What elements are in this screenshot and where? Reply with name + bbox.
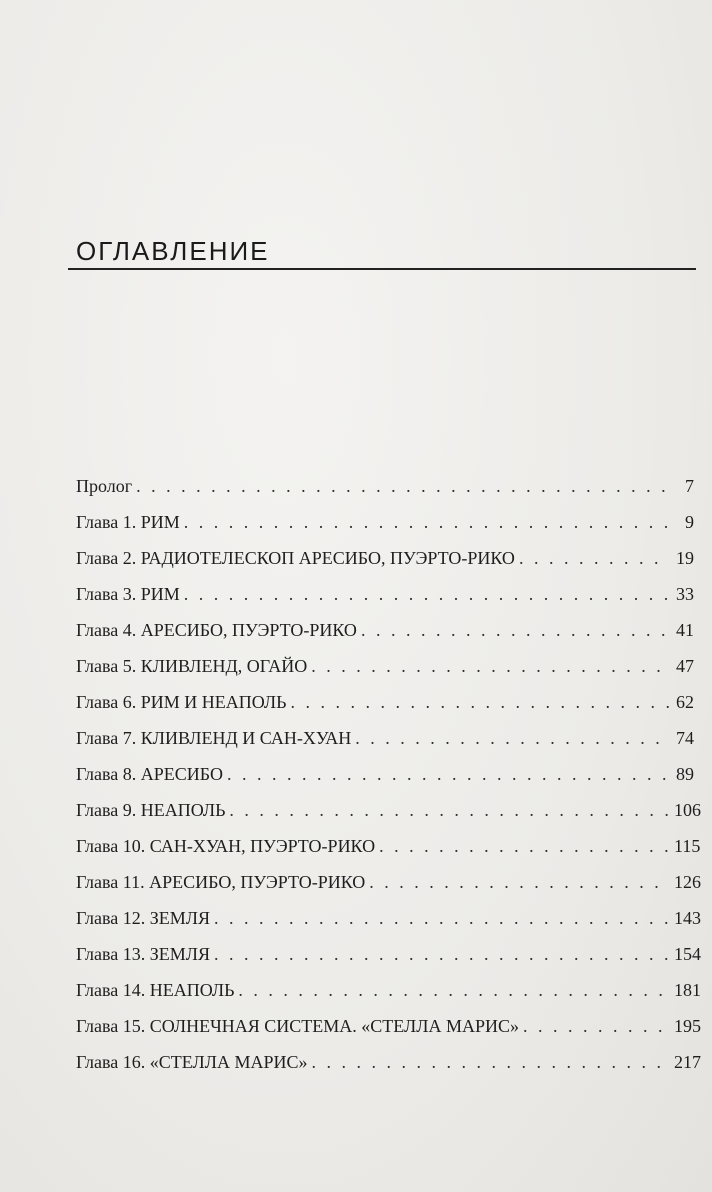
toc-entry-label: Глава 13. ЗЕМЛЯ bbox=[76, 944, 211, 964]
toc-entry-page: 74 bbox=[676, 728, 694, 748]
toc-entry-label: Глава 12. ЗЕМЛЯ bbox=[76, 908, 211, 928]
toc-entry-chapter-14 bbox=[76, 980, 701, 1016]
toc-entry-page: 41 bbox=[676, 620, 694, 640]
toc-entry-page: 143 bbox=[674, 908, 701, 928]
toc-entry-label: Глава 3. РИМ bbox=[76, 584, 180, 604]
heading-rule bbox=[68, 268, 696, 270]
toc-entry-label: Глава 10. САН-ХУАН, ПУЭРТО-РИКО bbox=[76, 836, 376, 856]
toc-entry-chapter-1 bbox=[76, 512, 694, 548]
toc-entry-label: Глава 2. РАДИОТЕЛЕСКОП АРЕСИБО, ПУЭРТО-РИКО bbox=[76, 548, 515, 568]
toc-entry-label: Глава 16. «СТЕЛЛА МАРИС» bbox=[76, 1052, 308, 1072]
toc-entry-page: 126 bbox=[674, 872, 701, 892]
toc-entry-label: Глава 15. СОЛНЕЧНАЯ СИСТЕМА. «СТЕЛЛА МАРИС» bbox=[76, 1016, 519, 1036]
toc-entry-chapter-11 bbox=[76, 872, 701, 908]
toc-leader-dots bbox=[238, 980, 670, 1001]
toc-entry-chapter-13 bbox=[76, 944, 701, 980]
toc-entry-chapter-9 bbox=[76, 800, 701, 836]
toc-leader-dots bbox=[214, 908, 670, 929]
toc-leader-dots bbox=[519, 548, 670, 569]
toc-entry-chapter-12 bbox=[76, 908, 701, 944]
toc-leader-dots bbox=[369, 872, 670, 893]
toc-entry-chapter-6 bbox=[76, 692, 694, 728]
toc-leader-dots bbox=[227, 764, 670, 785]
toc-entry-page: 181 bbox=[674, 980, 701, 1000]
toc-entry-page: 9 bbox=[685, 512, 694, 532]
toc-entry-label: Глава 1. РИМ bbox=[76, 512, 180, 532]
toc-entry-chapter-15 bbox=[76, 1016, 701, 1052]
toc-entry-page: 33 bbox=[676, 584, 694, 604]
toc-entry-page: 47 bbox=[676, 656, 694, 676]
toc-leader-dots bbox=[184, 512, 670, 533]
toc-leader-dots bbox=[290, 692, 670, 713]
toc-entry-page: 19 bbox=[676, 548, 694, 568]
toc-entry-chapter-3 bbox=[76, 584, 694, 620]
toc-entry-label: Глава 11. АРЕСИБО, ПУЭРТО-РИКО bbox=[76, 872, 366, 892]
toc-entry-page: 62 bbox=[676, 692, 694, 712]
toc-leader-dots bbox=[355, 728, 670, 749]
toc-entry-page: 106 bbox=[674, 800, 701, 820]
toc-leader-dots bbox=[311, 656, 670, 677]
toc-entry-chapter-7 bbox=[76, 728, 694, 764]
toc-entry-label: Пролог bbox=[76, 476, 133, 496]
toc-entry-label: Глава 14. НЕАПОЛЬ bbox=[76, 980, 235, 1000]
toc-leader-dots bbox=[361, 620, 670, 641]
toc-entry-page: 154 bbox=[674, 944, 701, 964]
toc-entry-chapter-16 bbox=[76, 1052, 701, 1088]
toc-entry-label: Глава 6. РИМ И НЕАПОЛЬ bbox=[76, 692, 287, 712]
toc-entry-label: Глава 5. КЛИВЛЕНД, ОГАЙО bbox=[76, 656, 308, 676]
toc-entry-label: Глава 7. КЛИВЛЕНД И САН-ХУАН bbox=[76, 728, 352, 748]
toc-leader-dots bbox=[523, 1016, 670, 1037]
toc-entry-label: Глава 8. АРЕСИБО bbox=[76, 764, 223, 784]
toc-leader-dots bbox=[229, 800, 670, 821]
table-of-contents bbox=[76, 476, 701, 1088]
toc-entry-page: 89 bbox=[676, 764, 694, 784]
toc-entry-page: 195 bbox=[674, 1016, 701, 1036]
toc-entry-page: 7 bbox=[685, 476, 694, 496]
toc-entry-page: 115 bbox=[674, 836, 701, 856]
toc-entry-chapter-8 bbox=[76, 764, 694, 800]
toc-entry-label: Глава 4. АРЕСИБО, ПУЭРТО-РИКО bbox=[76, 620, 357, 640]
toc-leader-dots bbox=[214, 944, 670, 965]
toc-leader-dots bbox=[379, 836, 670, 857]
toc-leader-dots bbox=[136, 476, 670, 497]
toc-leader-dots bbox=[184, 584, 670, 605]
toc-entry-page: 217 bbox=[674, 1052, 701, 1072]
toc-entry-chapter-4 bbox=[76, 620, 694, 656]
toc-entry-chapter-2 bbox=[76, 548, 694, 584]
toc-heading: ОГЛАВЛЕНИЕ bbox=[76, 236, 270, 266]
toc-entry-chapter-5 bbox=[76, 656, 694, 692]
toc-entry-label: Глава 9. НЕАПОЛЬ bbox=[76, 800, 226, 820]
toc-leader-dots bbox=[311, 1052, 670, 1073]
toc-entry-chapter-10 bbox=[76, 836, 701, 872]
toc-entry-prologue bbox=[76, 476, 694, 512]
